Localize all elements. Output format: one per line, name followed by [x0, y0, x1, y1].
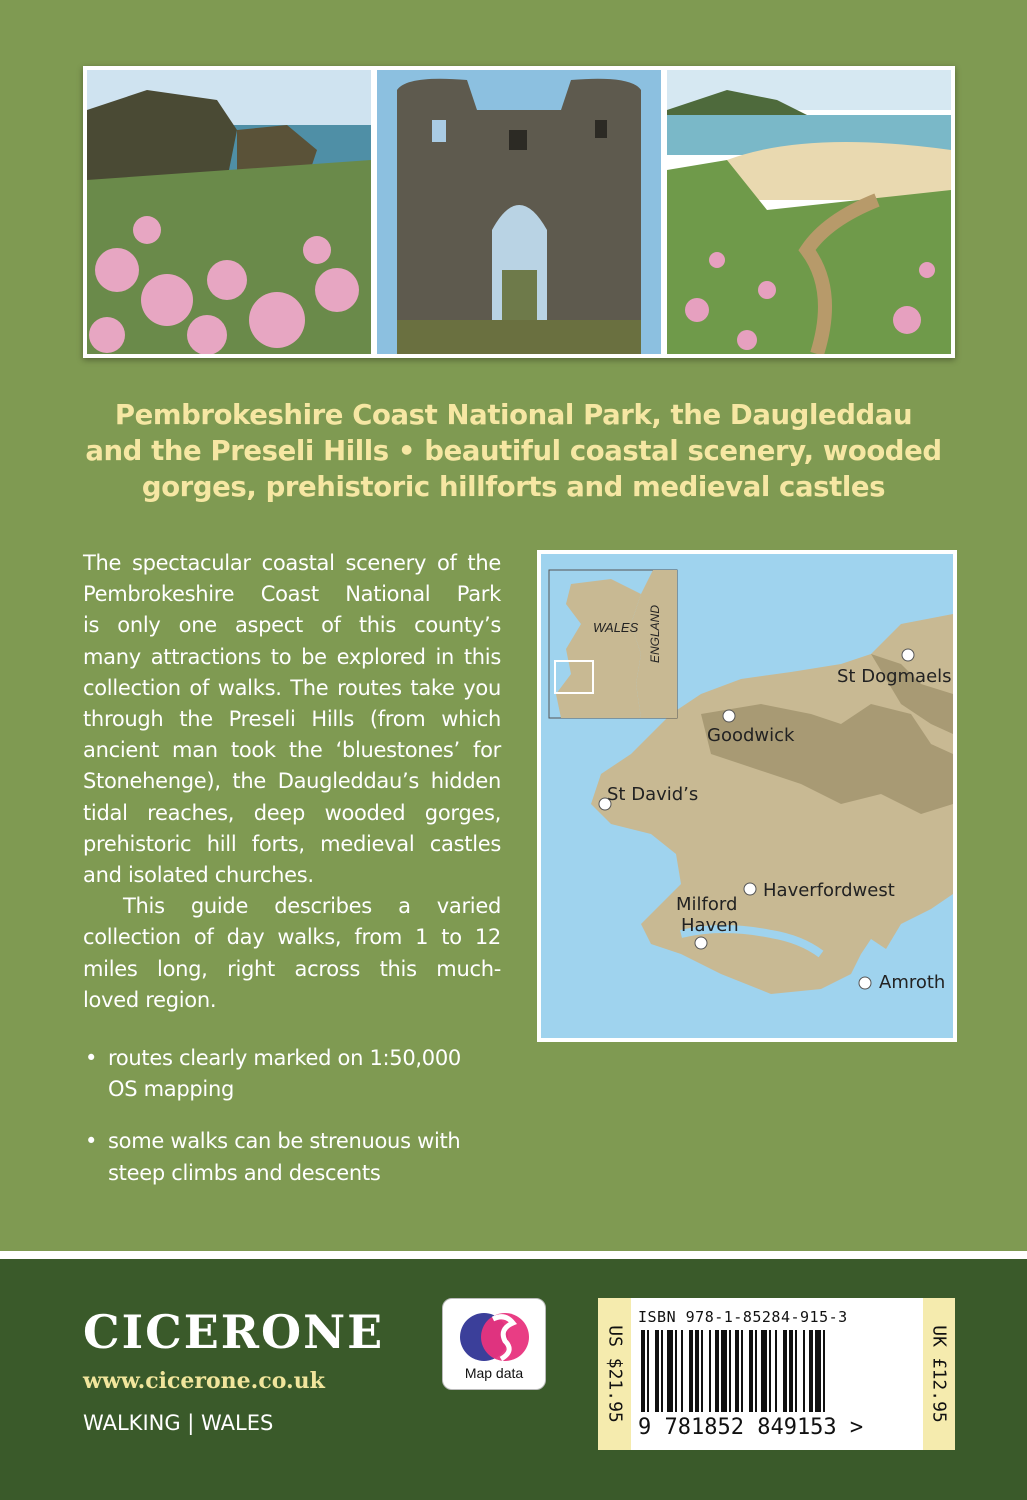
- barcode-digits: 9 781852 849153 >: [638, 1415, 864, 1440]
- text-line: Pembrokeshire Coast National Park: [83, 582, 501, 607]
- barcode-bar: [695, 1330, 699, 1412]
- barcode-bar: [815, 1330, 821, 1412]
- place-label-st-dogmaels: St Dogmaels: [837, 666, 952, 687]
- isbn-text: ISBN 978-1-85284-915-3: [638, 1308, 848, 1326]
- text-line: The spectacular coastal scenery of the: [83, 551, 501, 575]
- feature-list: [83, 1043, 501, 1189]
- region-map: [537, 550, 957, 1042]
- text-line: loved region.: [83, 987, 217, 1012]
- text-line: Stonehenge), the Daugleddau’s hidden: [83, 769, 501, 794]
- description-para-1: [83, 548, 501, 891]
- place-marker: [859, 977, 871, 989]
- feature-item: [83, 1043, 501, 1105]
- castle-ruin-photo: [377, 70, 661, 354]
- map-graphic: [541, 554, 953, 1038]
- barcode-panel: [598, 1298, 955, 1450]
- place-marker: [744, 883, 756, 895]
- barcode-bar: [809, 1330, 813, 1412]
- barcode-bar: [681, 1330, 683, 1412]
- footer-divider: [0, 1251, 1027, 1259]
- inset-map: [549, 570, 677, 718]
- barcode-bar: [741, 1330, 743, 1412]
- inset-label-wales: WALES: [593, 620, 639, 635]
- barcode-bar: [675, 1330, 677, 1412]
- tagline-line: gorges, prehistoric hillforts and medieval castles: [141, 471, 886, 503]
- barcode-bar: [709, 1330, 711, 1412]
- barcode-bar: [769, 1330, 771, 1412]
- place-marker: [902, 649, 914, 661]
- barcode-bar: [749, 1330, 753, 1412]
- barcode-bar: [641, 1330, 645, 1412]
- barcode-bar: [729, 1330, 731, 1412]
- text-line: is only one aspect of this county’s: [83, 613, 501, 638]
- text-line: and isolated churches.: [83, 863, 314, 888]
- text-line: miles long, right across this much-: [83, 956, 501, 981]
- photo-strip: [83, 66, 955, 358]
- text-line: steep climbs and descents: [108, 1160, 381, 1185]
- barcode-bar: [783, 1330, 787, 1412]
- tagline-line: Pembrokeshire Coast National Park, the Daugleddau: [114, 399, 913, 431]
- text-line: some walks can be strenuous with: [108, 1129, 461, 1154]
- place-label-milford: Milford: [676, 894, 738, 915]
- text-line: routes clearly marked on 1:50,000: [108, 1046, 461, 1071]
- place-marker: [723, 710, 735, 722]
- place-label-haverfordwest: Haverfordwest: [763, 880, 895, 901]
- os-badge-label: Map data: [464, 1365, 524, 1381]
- text-line: tidal reaches, deep wooded gorges,: [83, 800, 501, 825]
- place-label-goodwick: Goodwick: [707, 725, 795, 746]
- barcode-bar: [689, 1330, 693, 1412]
- publisher-url: www.cicerone.co.uk: [83, 1368, 325, 1394]
- barcode-bar: [701, 1330, 703, 1412]
- barcode-bar: [647, 1330, 649, 1412]
- barcode-bar: [795, 1330, 797, 1412]
- os-map-data-badge: [442, 1298, 546, 1390]
- bullet-icon: •: [85, 1046, 98, 1071]
- text-line: through the Preseli Hills (from which: [83, 707, 501, 732]
- barcode-bar: [775, 1330, 777, 1412]
- price-us: [598, 1298, 631, 1450]
- description: [83, 548, 501, 1210]
- publisher-logo: CICERONE: [83, 1305, 385, 1359]
- barcode-bar: [721, 1330, 727, 1412]
- tagline: [70, 397, 957, 505]
- os-logo-icon: [443, 1299, 547, 1369]
- text-line: collection of walks. The routes take you: [83, 675, 501, 700]
- text-line: ancient man took the ‘bluestones’ for: [83, 738, 501, 763]
- text-line: This guide describes a varied: [123, 894, 501, 919]
- barcode-bar: [655, 1330, 659, 1412]
- barcode-bar: [761, 1330, 767, 1412]
- barcode-bar: [667, 1330, 673, 1412]
- text-line: collection of day walks, from 1 to 12: [83, 925, 501, 950]
- text-line: prehistoric hill forts, medieval castles: [83, 831, 501, 856]
- text-line: many attractions to be explored in this: [83, 644, 501, 669]
- barcode-bar: [715, 1330, 719, 1412]
- place-marker: [695, 937, 707, 949]
- place-label-amroth: Amroth: [879, 972, 946, 993]
- price-uk-text: UK £12.95: [928, 1325, 949, 1423]
- coastal-cliffs-photo: [87, 70, 371, 354]
- barcode-bar: [803, 1330, 805, 1412]
- price-us-text: US $21.95: [604, 1325, 625, 1423]
- barcode-bar: [735, 1330, 739, 1412]
- place-label-haven: Haven: [681, 915, 739, 936]
- barcode-bar: [789, 1330, 793, 1412]
- category-label: WALKING | WALES: [83, 1411, 274, 1435]
- bullet-icon: •: [85, 1129, 98, 1154]
- place-label-st-davids: St David’s: [607, 784, 699, 805]
- barcode-bar: [823, 1330, 825, 1412]
- text-line: OS mapping: [108, 1077, 234, 1102]
- feature-item: [83, 1126, 501, 1188]
- barcode-bar: [755, 1330, 757, 1412]
- description-para-2: [83, 891, 501, 1016]
- tagline-line: and the Preseli Hills • beautiful coastal scenery, wooded: [85, 435, 942, 467]
- barcode-bar: [661, 1330, 663, 1412]
- price-uk: [922, 1298, 955, 1450]
- inset-label-england: ENGLAND: [648, 604, 662, 664]
- beach-path-photo: [667, 70, 951, 354]
